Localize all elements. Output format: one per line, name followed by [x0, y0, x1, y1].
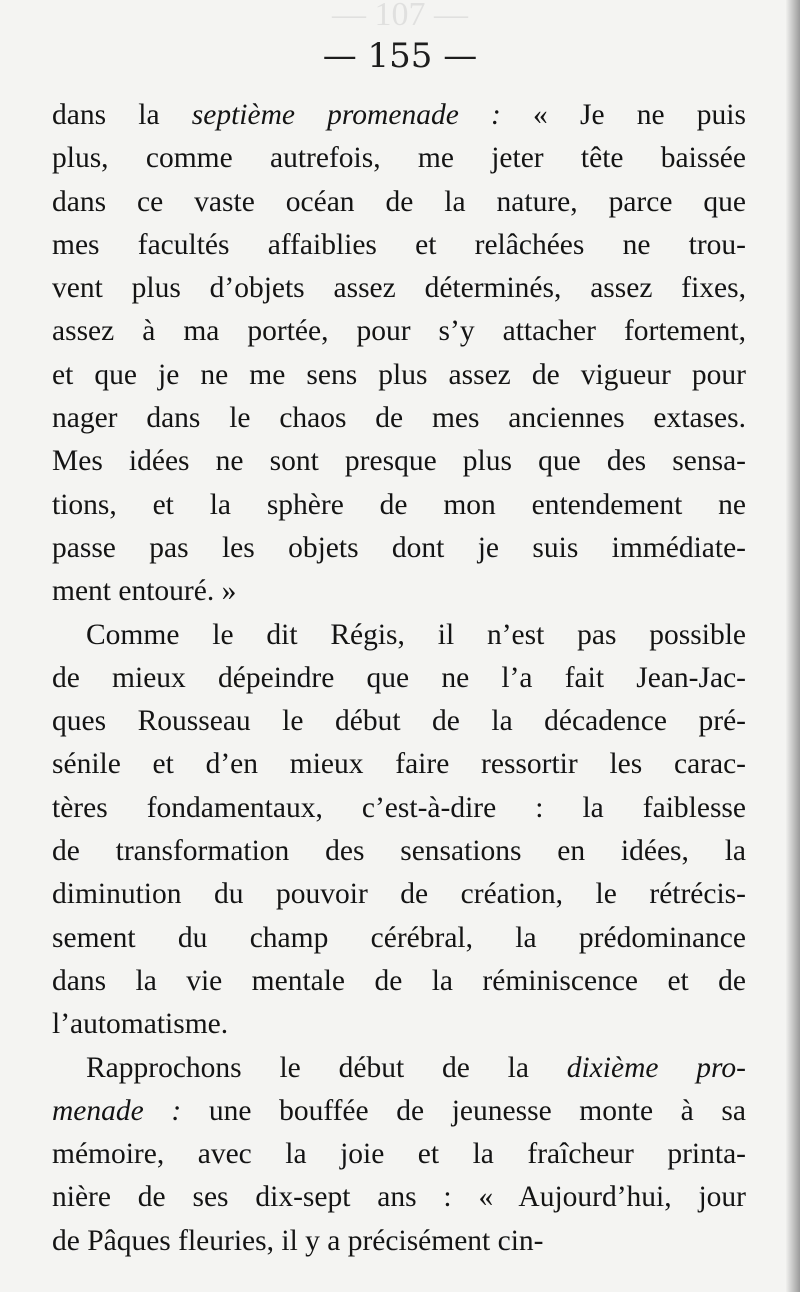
text-line — [52, 570, 746, 613]
text-line — [52, 267, 746, 310]
text-line — [52, 354, 746, 397]
text-segment: sement du champ cérébral, la prédominance — [52, 921, 746, 954]
text-line — [52, 181, 746, 224]
text-segment: mémoire, avec la joie et la fraîcheur printa- — [52, 1138, 746, 1171]
text-line — [52, 960, 746, 1003]
italic-title: dixième pro- — [566, 1051, 746, 1084]
text-segment: Comme le dit Régis, il n’est pas possible — [86, 618, 746, 651]
text-segment: dans la — [52, 99, 192, 131]
text-line — [52, 527, 746, 570]
text-line — [52, 1176, 746, 1219]
text-segment: dans la vie mentale de la réminiscence et de — [52, 964, 746, 997]
text-segment: tères fondamentaux, c’est-à-dire : la faiblesse — [52, 791, 746, 824]
paragraph-3 — [52, 1047, 746, 1263]
text-segment: vent plus d’objets assez déterminés, assez fixes, — [52, 272, 746, 305]
text-segment: assez à ma portée, pour s’y attacher fortement, — [52, 315, 746, 348]
text-line — [52, 1047, 746, 1090]
text-line — [52, 1003, 746, 1046]
text-line — [52, 310, 746, 353]
text-segment: de Pâques fleuries, il y a précisément cin- — [52, 1224, 544, 1257]
text-line — [52, 1090, 746, 1133]
text-segment: une bouffée de jeunesse monte à sa — [181, 1094, 746, 1127]
text-line — [52, 657, 746, 700]
body-text — [52, 94, 746, 1263]
text-segment: plus, comme autrefois, me jeter tête baissée — [52, 142, 746, 175]
text-segment: nière de ses dix-sept ans : « Aujourd’hui, jour — [52, 1181, 746, 1214]
text-segment: ment entouré. » — [52, 575, 237, 608]
text-line — [52, 873, 746, 916]
text-segment: de transformation des sensations en idées, la — [52, 835, 746, 868]
italic-title: septième promenade : — [191, 99, 501, 131]
text-segment: Mes idées ne sont presque plus que des sensa- — [52, 445, 746, 478]
text-segment: « Je ne puis — [500, 99, 746, 131]
text-line — [52, 224, 746, 267]
italic-title: menade : — [52, 1094, 182, 1127]
page-edge-shadow — [786, 0, 800, 1292]
text-line — [52, 397, 746, 440]
text-line — [52, 917, 746, 960]
text-segment: de mieux dépeindre que ne l’a fait Jean-Jac- — [52, 661, 746, 694]
paragraph-1 — [52, 94, 746, 614]
text-line — [52, 484, 746, 527]
text-segment: diminution du pouvoir de création, le rétrécis- — [52, 878, 746, 911]
text-line — [52, 1133, 746, 1176]
text-segment: sénile et d’en mieux faire ressortir les carac- — [52, 748, 746, 781]
text-segment: nager dans le chaos de mes anciennes extases. — [52, 402, 746, 435]
text-segment: dans ce vaste océan de la nature, parce que — [52, 185, 746, 218]
text-line — [52, 94, 746, 137]
bleed-through-page-number: — 107 — — [332, 0, 468, 33]
text-segment: ques Rousseau le début de la décadence pré- — [52, 705, 746, 738]
text-segment: l’automatisme. — [52, 1008, 229, 1041]
text-segment: Rapprochons le début de la — [86, 1051, 567, 1084]
text-segment: mes facultés affaiblies et relâchées ne trou- — [52, 228, 746, 261]
paragraph-2 — [52, 614, 746, 1047]
text-line — [52, 614, 746, 657]
text-line — [52, 700, 746, 743]
text-line — [52, 787, 746, 830]
text-line — [52, 830, 746, 873]
text-line — [52, 440, 746, 483]
text-segment: et que je ne me sens plus assez de vigueur pour — [52, 358, 746, 391]
text-line — [52, 137, 746, 180]
text-line — [52, 1220, 746, 1263]
text-segment: tions, et la sphère de mon entendement ne — [52, 488, 746, 521]
page-number: — 155 — — [322, 36, 478, 76]
text-line — [52, 743, 746, 786]
text-segment: passe pas les objets dont je suis immédiate- — [52, 531, 746, 564]
